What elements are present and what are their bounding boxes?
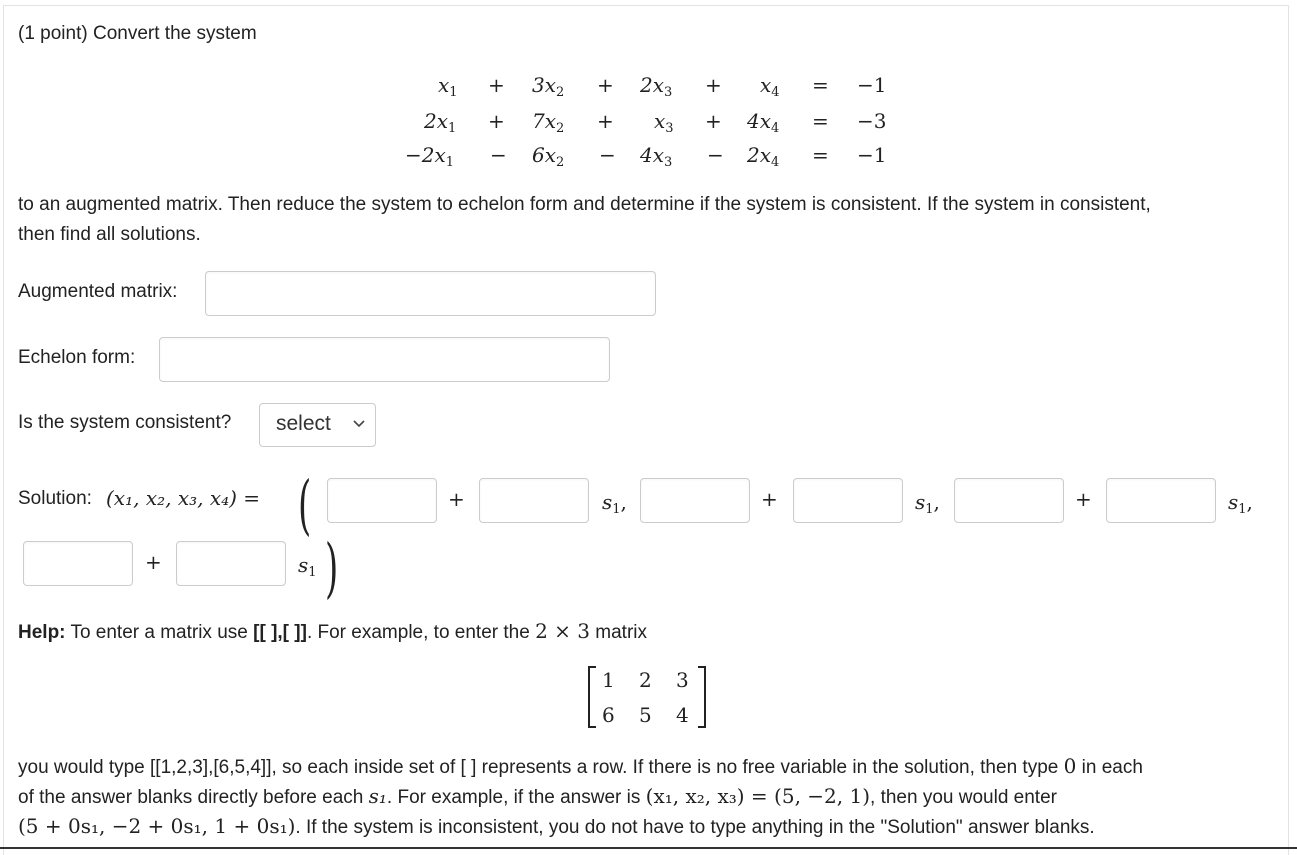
row3-op2: −	[599, 143, 616, 167]
example-matrix	[588, 666, 706, 730]
help-paragraph-line2	[18, 784, 1057, 809]
help-dims: 2 × 3	[535, 619, 590, 643]
row1-rhs: −1	[857, 73, 887, 97]
row1-term1: $x_1$	[438, 73, 458, 100]
solution-open-paren: (	[298, 468, 312, 544]
row2-op2: +	[597, 109, 614, 133]
solution-x3-coefficient-input[interactable]	[1106, 478, 1216, 523]
help-p3m: (5 + 0s₁, −2 + 0s₁, 1 + 0s₁)	[18, 814, 296, 838]
help-paragraph-line3	[18, 814, 1095, 839]
solution-x1-constant-input[interactable]	[327, 478, 437, 523]
problem-intro: (1 point) Convert the system	[18, 23, 257, 44]
bottom-divider	[0, 847, 1297, 849]
help-p2b: . For example, if the answer is	[386, 787, 641, 808]
help-p3b: . If the system is inconsistent, you do not have to type anything in the "Solution" answer blanks.	[295, 817, 1095, 838]
row3-op1: −	[490, 143, 507, 167]
row2-term1: $2x_1$	[424, 109, 457, 136]
help-p1: you would type [[1,2,3],[6,5,4]], so each inside set of [ ] represents a row. If there is no free variable in the solution, then type	[18, 757, 1059, 778]
matrix-left-bracket	[588, 666, 596, 728]
row1-op3: +	[705, 73, 722, 97]
row2-op1: +	[488, 109, 505, 133]
solution-x4-coefficient-input[interactable]	[176, 541, 286, 586]
row1-eq: =	[812, 73, 829, 97]
solution-x1-plus: +	[448, 487, 465, 511]
row3-term1: $-2x_1$	[405, 143, 455, 170]
row2-eq: =	[812, 109, 829, 133]
augmented-matrix-label: Augmented matrix:	[18, 281, 178, 302]
matrix-cell: 1	[602, 668, 615, 692]
row2-op3: +	[705, 109, 722, 133]
row2-term2: $7x_2$	[532, 109, 565, 136]
instructions-line1: to an augmented matrix. Then reduce the system to echelon form and determine if the system is consistent. If the system in consistent,	[18, 194, 1151, 215]
solution-x2-constant-input[interactable]	[640, 478, 750, 523]
solution-x3-constant-input[interactable]	[954, 478, 1064, 523]
solution-close-paren: )	[325, 531, 339, 607]
solution-x1-s1: $s_1$,	[602, 490, 627, 517]
consistent-select[interactable]	[259, 403, 376, 447]
augmented-matrix-input[interactable]	[205, 271, 656, 316]
row1-op1: +	[488, 73, 505, 97]
solution-x3-s1: $s_1$,	[1228, 490, 1253, 517]
consistent-select-value: select	[276, 412, 331, 435]
help-text3: matrix	[595, 622, 648, 643]
help-p2c: , then you would enter	[870, 787, 1057, 808]
matrix-cell: 3	[676, 668, 689, 692]
solution-x1-coefficient-input[interactable]	[479, 478, 589, 523]
row3-op3: −	[707, 143, 724, 167]
solution-x2-coefficient-input[interactable]	[793, 478, 903, 523]
solution-x4-constant-input[interactable]	[23, 541, 133, 586]
solution-x3-plus: +	[1075, 487, 1092, 511]
matrix-cell: 6	[602, 703, 615, 727]
row1-term2: $3x_2$	[532, 73, 565, 100]
echelon-form-input[interactable]	[159, 337, 610, 382]
help-paragraph-line1	[18, 754, 1143, 779]
help-p2s: s₁	[368, 784, 387, 808]
help-zero: 0	[1063, 754, 1077, 778]
row2-term4: $4x_4$	[747, 109, 780, 136]
consistent-label: Is the system consistent?	[18, 412, 232, 433]
row1-term3: $2x_3$	[640, 73, 673, 100]
help-text1: To enter a matrix use	[70, 622, 248, 643]
help-p2m: (x₁, x₂, x₃) = (5, −2, 1)	[645, 784, 871, 808]
help-bold: Help:	[18, 622, 66, 643]
solution-x4-plus: +	[145, 550, 162, 574]
help-p1b: in each	[1081, 757, 1143, 778]
help-p2a: of the answer blanks directly before each	[18, 787, 364, 808]
matrix-cell: 4	[676, 703, 689, 727]
solution-x2-s1: $s_1$,	[915, 490, 940, 517]
row2-term3: $x_3$	[654, 109, 674, 136]
matrix-right-bracket	[698, 666, 706, 728]
help-text2: . For example, to enter the	[306, 622, 530, 643]
help-brackets: [[ ],[ ]]	[253, 622, 307, 643]
row1-term4: $x_4$	[760, 73, 780, 100]
row3-rhs: −1	[857, 143, 887, 167]
echelon-form-label: Echelon form:	[18, 347, 136, 368]
chevron-down-icon	[353, 404, 365, 460]
row1-op2: +	[597, 73, 614, 97]
help-line	[18, 619, 647, 644]
row3-eq: =	[812, 143, 829, 167]
solution-label: Solution:	[18, 488, 92, 509]
solution-tuple: (x₁, x₂, x₃, x₄) =	[106, 486, 261, 510]
row3-term3: $4x_3$	[640, 143, 673, 170]
row3-term2: $6x_2$	[532, 143, 565, 170]
matrix-cell: 2	[639, 668, 652, 692]
matrix-cell: 5	[639, 703, 652, 727]
row2-rhs: −3	[857, 109, 887, 133]
solution-x4-s1: $s_1$	[298, 553, 317, 580]
row3-term4: $2x_4$	[747, 143, 780, 170]
instructions-line2: then find all solutions.	[18, 224, 201, 245]
solution-x2-plus: +	[761, 487, 778, 511]
